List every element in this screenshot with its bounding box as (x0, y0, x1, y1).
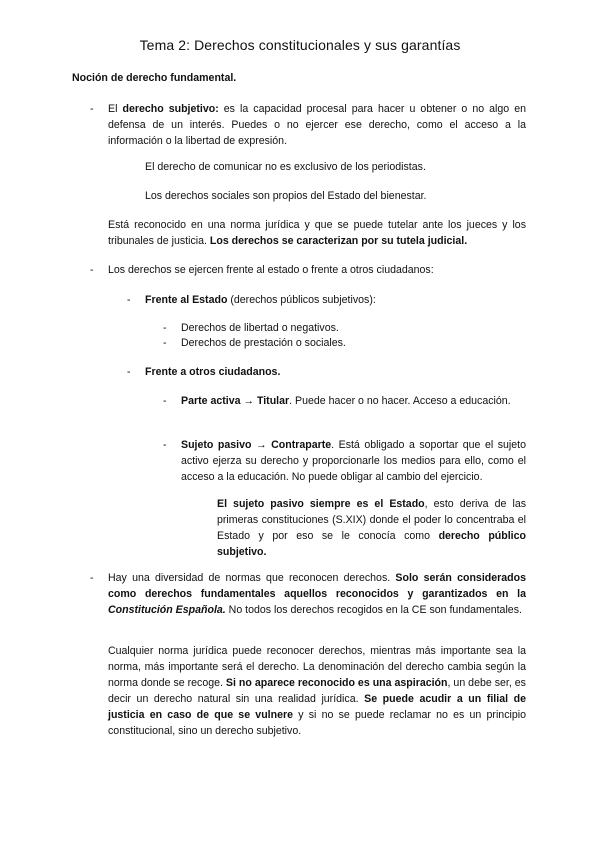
bullet-marker: - (127, 294, 131, 306)
bullet-paragraph: Los derechos se ejercen frente al estado o frente a otros ciudadanos: (108, 264, 434, 276)
paragraph: Cualquier norma jurídica puede reconocer derechos, mientras más importante sea la norma, más importante será el derecho. La denominación del derecho cambia según la norma donde se recoge. Si no aparece reconocido es una aspiración, un debe ser, es decir un derecho natural sin una realidad jurídica. Se puede acudir a un filial de justicia en caso de que se vulnere y si no se puede reclamar no es un principio constitucional, sino un derecho subjetivo. (108, 645, 526, 737)
bullet-marker: - (163, 439, 167, 451)
bullet-marker: - (90, 264, 94, 276)
example-line: El derecho de comunicar no es exclusivo de los periodistas. (145, 161, 426, 173)
bullet-paragraph: El derecho subjetivo: es la capacidad procesal para hacer u obtener o no algo en defensa de un interés. Puedes o no ejercer ese derecho, como el acceso a la información o la libertad de expresión. (108, 103, 526, 147)
bullet-marker: - (163, 322, 167, 334)
section-heading: Noción de derecho fundamental. (72, 72, 237, 84)
bullet-paragraph: Hay una diversidad de normas que reconocen derechos. Solo serán considerados como derechos fundamentales aquellos reconocidos y garantizados en la Constitución Española. No todos los derechos recogidos en la CE son fundamentales. (108, 572, 526, 616)
sub-bullet: Frente a otros ciudadanos. (145, 366, 281, 378)
sub-bullet: Frente al Estado (derechos públicos subjetivos): (145, 294, 376, 306)
bullet-marker: - (90, 572, 94, 584)
list-item: Parte activa → Titular. Puede hacer o no hacer. Acceso a educación. (181, 395, 511, 407)
page-title: Tema 2: Derechos constitucionales y sus garantías (139, 37, 461, 53)
bullet-marker: - (163, 337, 167, 349)
note-paragraph: El sujeto pasivo siempre es el Estado, esto deriva de las primeras constituciones (S.XIX) donde el poder lo concentraba el Estado y por eso se le conocía como derecho público subjetivo. (217, 498, 527, 558)
paragraph: Está reconocido en una norma jurídica y que se puede tutelar ante los jueces y los tribunales de justicia. Los derechos se caracterizan por su tutela judicial. (108, 219, 526, 247)
list-item: Derechos de libertad o negativos. (181, 322, 339, 334)
list-item: Derechos de prestación o sociales. (181, 337, 346, 349)
example-line: Los derechos sociales son propios del Estado del bienestar. (145, 190, 427, 202)
bullet-marker: - (90, 103, 94, 115)
bullet-marker: - (127, 366, 131, 378)
bullet-marker: - (163, 395, 167, 407)
list-item: Sujeto pasivo → Contraparte. Está obligado a soportar que el sujeto activo ejerza su derecho y proporcionarle los medios para ello, como el acceso a la educación. No puede obligar al cambio del ejercicio. (181, 439, 526, 483)
